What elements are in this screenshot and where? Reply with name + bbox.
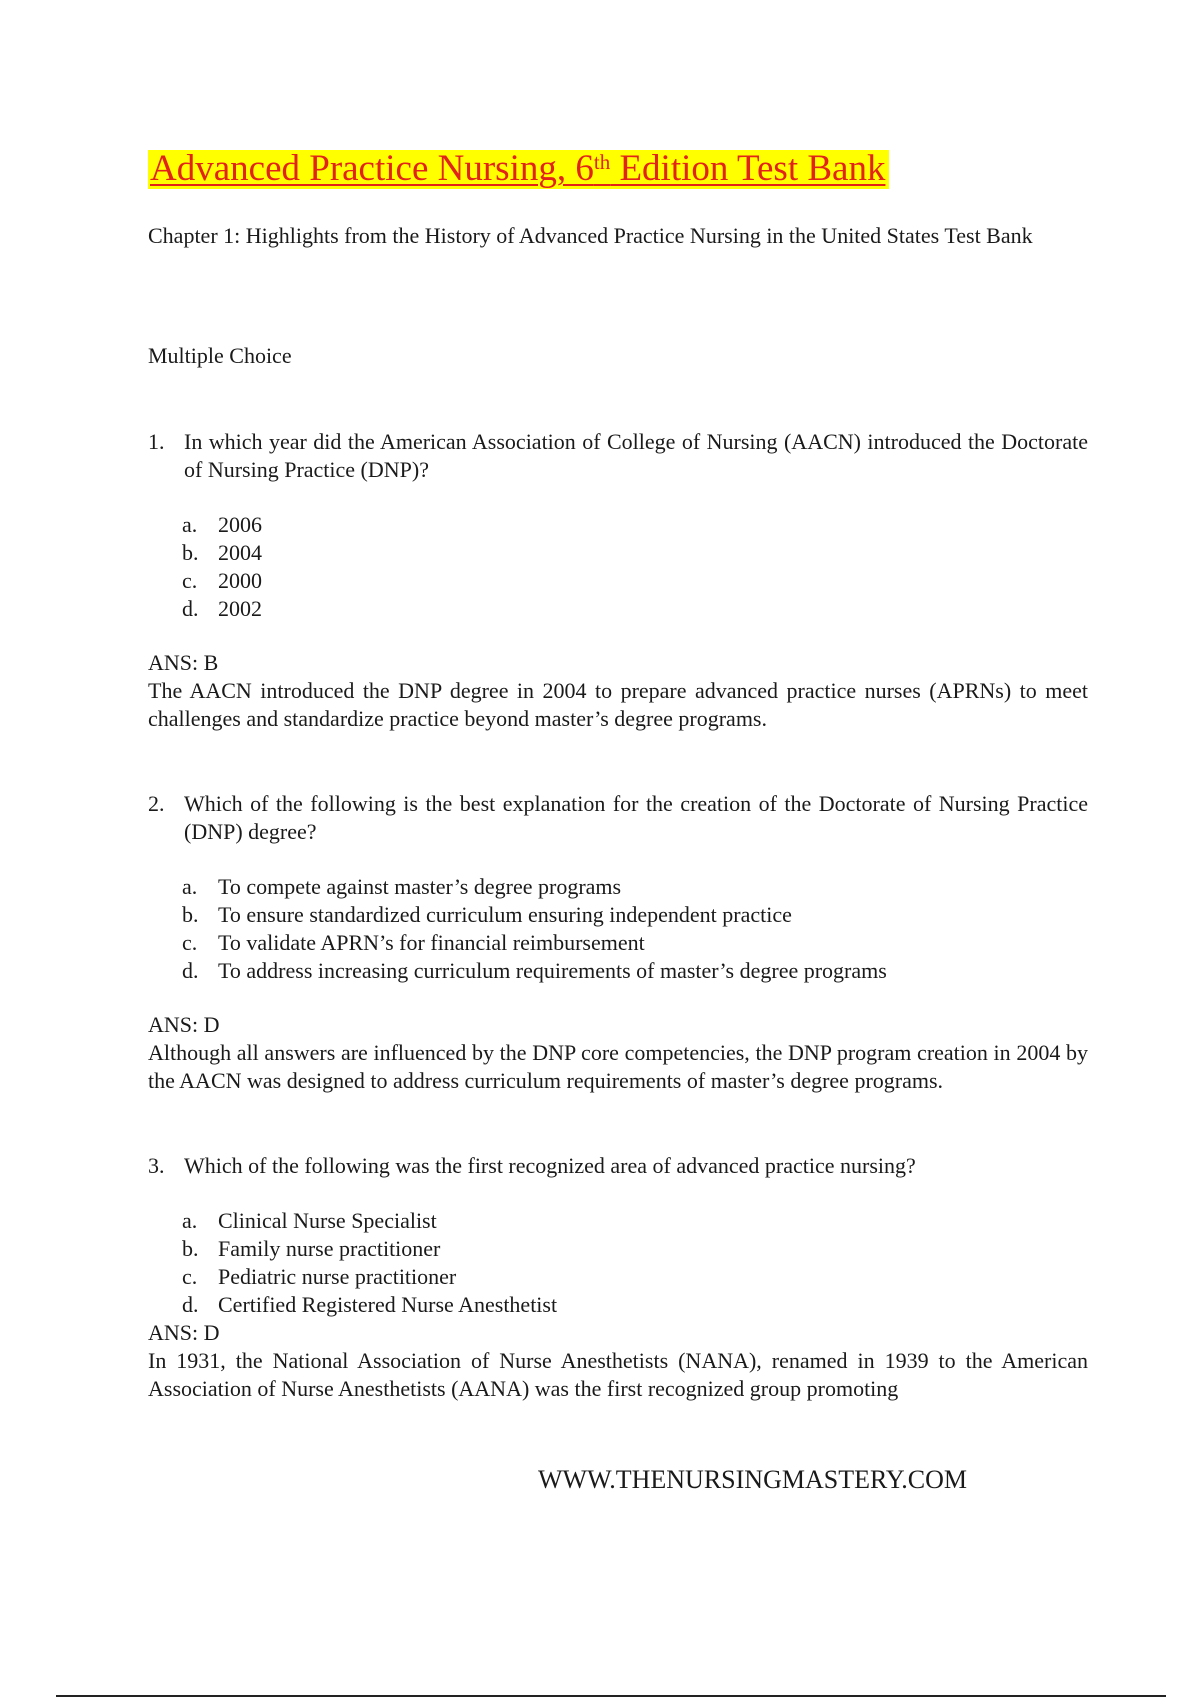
answer-key: ANS: D — [148, 1012, 220, 1037]
question-2 — [148, 790, 1088, 1095]
option-a: a. To compete against master’s degree programs — [182, 874, 622, 899]
question-stem — [148, 428, 1088, 484]
answer-rationale: Although all answers are influenced by the DNP core competencies, the DNP program creation in 2004 by the AACN was designed to address curriculum requirements of master’s degree programs. — [148, 1040, 1088, 1093]
option-a: a. Clinical Nurse Specialist — [182, 1208, 437, 1233]
option-b: b. To ensure standardized curriculum ensuring independent practice — [182, 902, 792, 927]
document-title: Advanced Practice Nursing, 6th Edition Test Bank — [150, 148, 886, 189]
answer-options — [182, 1207, 1088, 1319]
answer-rationale: In 1931, the National Association of Nurse Anesthetists (NANA), renamed in 1939 to the American Association of Nurse Anesthetists (AANA) was the first recognized group promoting — [148, 1348, 1088, 1401]
question-1 — [148, 428, 1088, 733]
option-c: c. 2000 — [182, 568, 262, 593]
option-c: c. To validate APRN’s for financial reimbursement — [182, 930, 645, 955]
option-b: b. Family nurse practitioner — [182, 1236, 441, 1261]
answer-options — [182, 873, 1088, 985]
option-a: a. 2006 — [182, 512, 262, 537]
answer-rationale: The AACN introduced the DNP degree in 2004 to prepare advanced practice nurses (APRNs) to meet challenges and standardize practice beyond master’s degree programs. — [148, 678, 1088, 731]
question-number: 1. — [148, 429, 165, 454]
question-text: Which of the following is the best explanation for the creation of the Doctorate of Nursing Practice (DNP) degree? — [184, 791, 1088, 844]
answer-key: ANS: B — [148, 650, 219, 675]
question-stem — [148, 1152, 1088, 1180]
footer-website: WWW.THENURSINGMASTERY.COM — [538, 1465, 968, 1494]
question-stem — [148, 790, 1088, 846]
question-number: 3. — [148, 1153, 165, 1178]
question-text: In which year did the American Association of College of Nursing (AACN) introduced the Doctorate of Nursing Practice (DNP)? — [184, 429, 1088, 482]
bottom-divider — [56, 1695, 1166, 1697]
question-text: Which of the following was the first recognized area of advanced practice nursing? — [184, 1153, 916, 1178]
option-d: d. To address increasing curriculum requirements of master’s degree programs — [182, 958, 887, 983]
chapter-heading: Chapter 1: Highlights from the History of Advanced Practice Nursing in the United States Test Bank — [148, 223, 1033, 248]
option-d: d. 2002 — [182, 596, 262, 621]
answer-key: ANS: D — [148, 1320, 220, 1345]
section-label: Multiple Choice — [148, 343, 292, 368]
question-3 — [148, 1152, 1088, 1403]
question-number: 2. — [148, 791, 165, 816]
option-b: b. 2004 — [182, 540, 262, 565]
answer-options — [182, 511, 1088, 623]
option-d: d. Certified Registered Nurse Anesthetist — [182, 1292, 558, 1317]
option-c: c. Pediatric nurse practitioner — [182, 1264, 457, 1289]
document-title-highlight — [148, 150, 889, 189]
title-superscript: th — [593, 150, 611, 174]
